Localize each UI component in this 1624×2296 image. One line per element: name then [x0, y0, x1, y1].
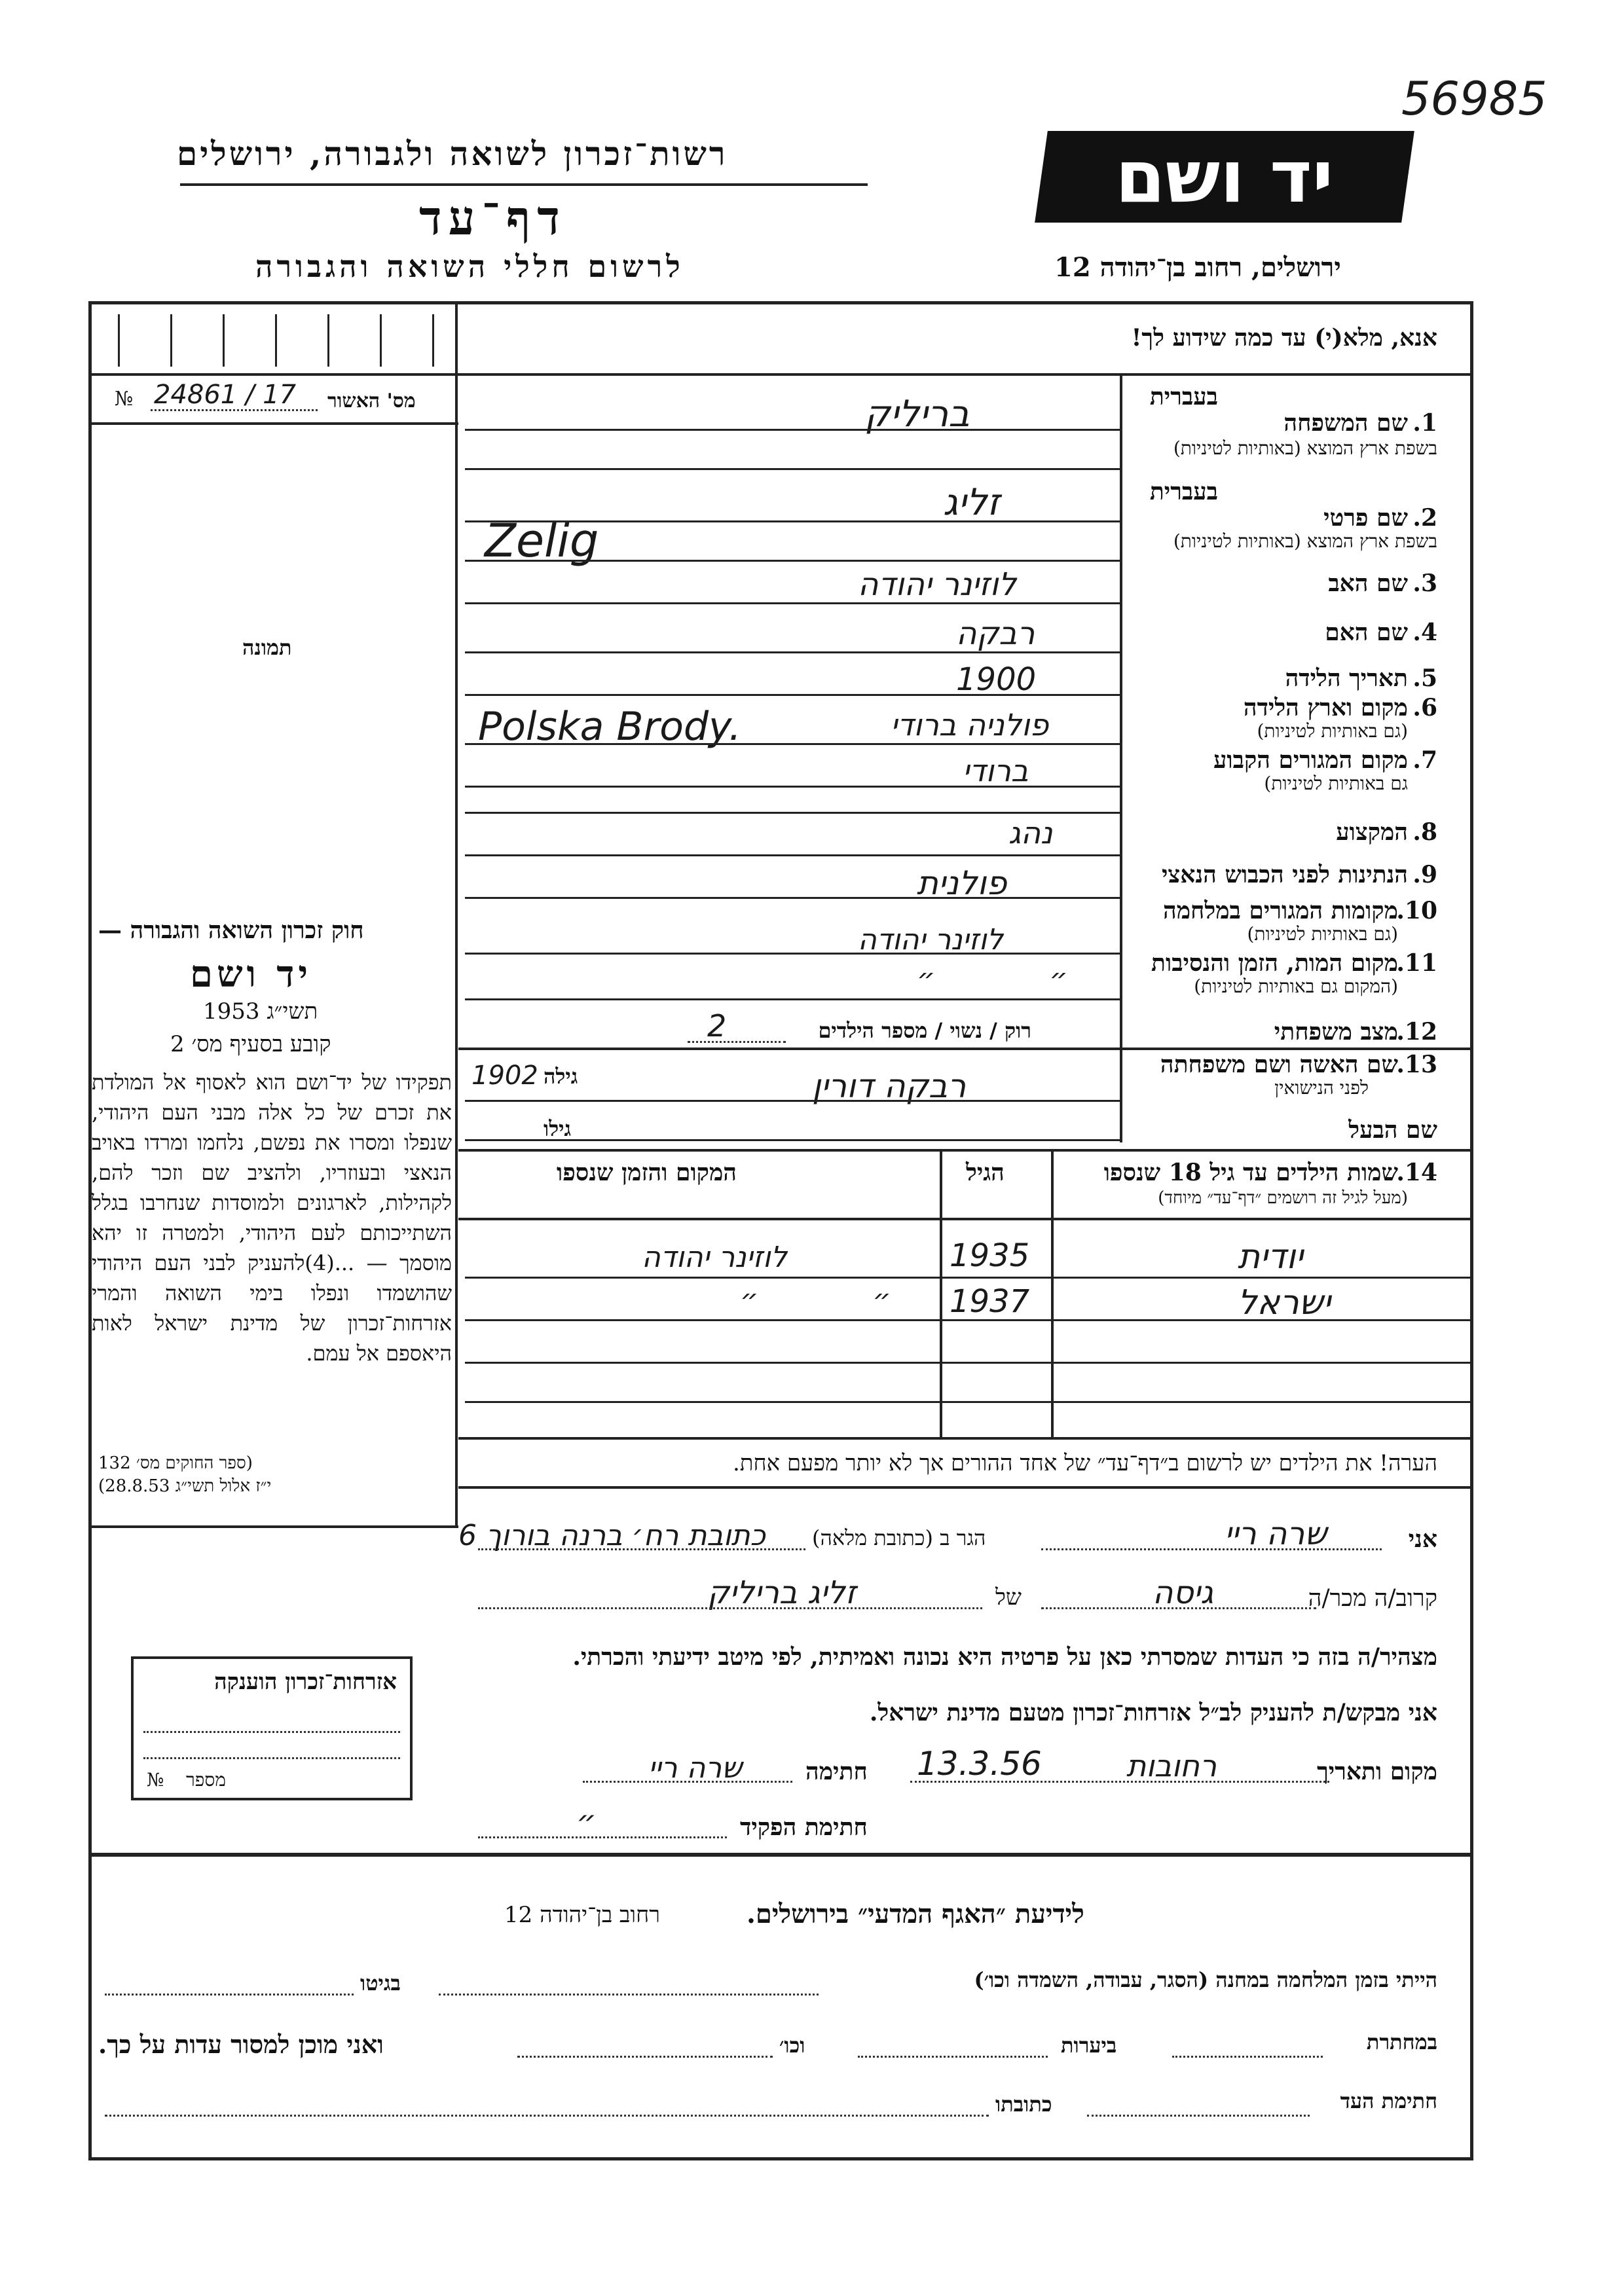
f7-line-2	[465, 812, 1120, 814]
f2-label: שם פרטי	[1323, 504, 1408, 532]
certificate-box	[131, 1656, 413, 1800]
footer-title: לידיעת ״האגף המדעי״ בירושלים.	[747, 1899, 1084, 1929]
decl-of-value[interactable]: זליג בריליק	[707, 1575, 857, 1611]
f9-line	[465, 897, 1120, 899]
f2-line-2	[465, 560, 1120, 562]
f5-value[interactable]: 1900	[956, 661, 1037, 698]
decl-i-value[interactable]: שרה ריי	[1225, 1516, 1327, 1552]
wife-age-value[interactable]: 1902	[471, 1061, 538, 1091]
f11-sub: (המקום גם באותיות לטיניות)	[1194, 975, 1398, 997]
authority-underline	[180, 183, 868, 186]
f10-sub: (גם באותיות לטיניות)	[1247, 923, 1398, 945]
decl-place-date-label: מקום ותאריך	[1317, 1758, 1437, 1785]
husband-age-label: גילו	[544, 1116, 572, 1141]
f6-label: מקום וארץ הלידה	[1243, 694, 1408, 721]
approval-no-value: 24861 / 17	[154, 380, 297, 410]
f6-line	[465, 743, 1120, 745]
f13-sub: לפני הנישואין	[1274, 1077, 1369, 1099]
f11-value[interactable]: ״ ״	[917, 962, 1120, 996]
f1-line-1	[465, 429, 1120, 431]
photo-label: תמונה	[242, 635, 292, 660]
f8-value[interactable]: נהג	[1008, 815, 1053, 850]
approval-number-field[interactable]	[115, 380, 318, 412]
decl-signature-label: חתימה	[805, 1758, 868, 1785]
f1-value-heb[interactable]: בריליק	[864, 393, 970, 435]
f5-line	[465, 694, 1120, 696]
footer-line2d: ואני מוכן למסור עדות על כך.	[98, 2030, 384, 2059]
law-ref-2: י״ז אלול תשי״ג 28.8.53)	[98, 1476, 272, 1496]
f10-value[interactable]: לוזינר יהודה	[858, 923, 1003, 957]
footer-line3b: כתובתו	[995, 2092, 1052, 2117]
children-bottom-line	[458, 1437, 1473, 1440]
f13-label: שם האשה ושם משפחתה	[1160, 1051, 1398, 1078]
f1-label: שם המשפחה	[1283, 409, 1408, 437]
footer-line1-dots	[439, 1994, 819, 1995]
child-1-place[interactable]: לוזינר יהודה	[642, 1241, 787, 1274]
children-header-place: המקום והזמן שנספו	[557, 1159, 737, 1186]
f12-bottom-line	[458, 1048, 1473, 1050]
f12-value[interactable]: 2	[707, 1008, 727, 1044]
f2-heb: בעברית	[1149, 478, 1218, 505]
footer-line3a-dots	[1087, 2115, 1310, 2117]
document-number: 56985	[1401, 72, 1547, 126]
f3-label: שם האב	[1328, 570, 1408, 597]
law-year: תשי״ג 1953	[203, 998, 318, 1025]
wife-age-label: גילה	[544, 1064, 578, 1089]
decl-request: אני מבקש/ת להעניק לב״ל אזרחות־זכרון מטעם מדינת ישראל.	[869, 1699, 1437, 1726]
f8-label: המקצוע	[1336, 818, 1408, 846]
f12-label: מצב משפחתי	[1274, 1018, 1398, 1046]
f4-value[interactable]: רבקה	[956, 615, 1035, 652]
decl-officer-label: חתימת הפקיד	[740, 1813, 868, 1841]
f12-opts: רוק / נשוי / מספר הילדים	[818, 1018, 1031, 1043]
husband-line	[465, 1139, 1120, 1141]
child-2-line	[465, 1319, 1473, 1321]
f11-label: מקום המות, הזמן והנסיבות	[1151, 949, 1398, 977]
law-bottom-line	[88, 1525, 458, 1528]
footer-line2c: וכו׳	[779, 2033, 805, 2058]
f4-line	[465, 651, 1120, 653]
f7-line-1	[465, 786, 1120, 788]
children-num: 14.	[1396, 1159, 1437, 1186]
code-boxes	[105, 314, 445, 367]
label-column-divider	[1120, 373, 1122, 1142]
instructions: אנא, מלא(י) עד כמה שידוע לך!	[1131, 324, 1437, 352]
f7-value[interactable]: ברודי	[963, 753, 1029, 788]
f7-label: מקום המגורים הקבוע	[1213, 746, 1408, 774]
decl-date-value[interactable]: 13.3.56	[917, 1745, 1042, 1783]
children-header-note: (מעל לגיל זה רושמים ״דף־עד״ מיוחד)	[1158, 1188, 1408, 1208]
child-1-line	[465, 1277, 1473, 1279]
approval-label: מס' האשור	[327, 390, 416, 412]
footer-line2b: ביערות	[1061, 2033, 1117, 2058]
footer-line1a: הייתי בזמן המלחמה במחנה (הסגר, עבודה, השמדה וכו׳)	[974, 1967, 1437, 1992]
decl-address-value[interactable]: כתובת רח׳ ברנה בורוך 6	[458, 1519, 766, 1552]
child-4-line	[465, 1401, 1473, 1403]
f1-num: 1.	[1412, 409, 1437, 437]
decl-address-dots	[478, 1548, 805, 1550]
f11-num: 11.	[1396, 949, 1437, 977]
child-2-place[interactable]: ״ ״	[740, 1283, 944, 1317]
f2-value-lat[interactable]: Zelig	[485, 514, 599, 568]
certificate-title: אזרחות־זכרון הוענקה	[214, 1669, 397, 1695]
decl-signature-dots	[583, 1781, 792, 1783]
f3-line	[465, 602, 1120, 604]
f13-num: 13.	[1396, 1051, 1437, 1078]
law-body: תפקידו של יד־ושם הוא לאסוף אל המולדת את זכרם של כל אלה מבני העם היהודי, שנפלו ומסרו את נפשם, נלחמו ומרדו באויב הנאצי ובעוזריו, ולהציב שם וזכר להם, לקהילות, לארגונים ולמוסדות שנחרבו בגלל השתייכותם לעם היהודי, ולמטרה זו יהא מוסמך — ...(4)להעניק לבני העם היהודי שהושמדו ונפלו בימי השואה והמרי אזרחות־זכרון של מדינת ישראל לאות היאספם אל עמם.	[92, 1070, 452, 1366]
child-2-age[interactable]: 1937	[950, 1283, 1030, 1320]
f5-num: 5.	[1412, 665, 1437, 692]
approval-no-prefix: №	[115, 388, 134, 410]
decl-relative-dots	[1041, 1607, 1316, 1609]
f8-line	[465, 854, 1120, 856]
f6-sub: (גם באותיות לטיניות)	[1257, 720, 1408, 742]
decl-i-dots	[1041, 1548, 1382, 1550]
f11-line	[465, 998, 1120, 1000]
children-header-name: שמות הילדים עד גיל 18 שנספו	[1103, 1159, 1398, 1186]
footer-top-line	[88, 1853, 1473, 1857]
child-1-name[interactable]: יודית	[1238, 1237, 1303, 1277]
child-3-line	[465, 1362, 1473, 1364]
logo-text: יד ושם	[1115, 135, 1334, 219]
f4-num: 4.	[1412, 619, 1437, 646]
f10-num: 10.	[1396, 897, 1437, 924]
certificate-number-prefix: №	[147, 1769, 164, 1791]
form-subtitle: לרשום חללי השואה והגבורה	[255, 249, 684, 284]
yad-vashem-logo	[1035, 131, 1414, 223]
decl-relative-label: קרוב/ה מכר/ה	[1308, 1585, 1437, 1612]
decl-of-label: של	[995, 1584, 1022, 1611]
f7-sub: גם באותיות לטיניות)	[1264, 773, 1408, 794]
footer-line1b: בגיטו	[360, 1971, 401, 1995]
decl-address-label: הגר ב (כתובת מלאה)	[812, 1525, 986, 1550]
f7-num: 7.	[1412, 746, 1437, 774]
law-name: יד ושם	[190, 953, 312, 996]
instructions-row-line	[88, 373, 1473, 376]
header-address: ירושלים, רחוב בן־יהודה 12	[1054, 252, 1341, 283]
children-header-line	[458, 1218, 1473, 1220]
children-col-1	[1051, 1149, 1054, 1437]
footer-line1b-dots	[105, 1994, 354, 1995]
f6-num: 6.	[1412, 694, 1437, 721]
law-section: קובע בסעיף מס׳ 2	[170, 1031, 331, 1057]
footer-address: רחוב בן־יהודה 12	[504, 1902, 660, 1928]
f5-label: תאריך הלידה	[1285, 665, 1408, 692]
child-2-name[interactable]: ישראל	[1238, 1283, 1331, 1322]
f3-num: 3.	[1412, 570, 1437, 597]
decl-relative-value[interactable]: גיסה	[1153, 1575, 1214, 1611]
decl-signature-value[interactable]: שרה ריי	[648, 1751, 743, 1785]
husband-label: שם הבעל	[1348, 1116, 1437, 1144]
note: הערה! את הילדים יש לרשום ב״דף־עד״ של אחד ההורים אך לא יותר מפעם אחת.	[732, 1450, 1437, 1476]
certificate-number-label: מספר	[186, 1769, 226, 1791]
note-bottom-line	[458, 1486, 1473, 1489]
f13-line	[465, 1100, 1120, 1102]
f1-line-2	[465, 468, 1120, 470]
footer-line3a: חתימת העד	[1340, 2088, 1437, 2113]
f1-heb: בעברית	[1149, 383, 1218, 410]
f12-dots	[688, 1041, 786, 1043]
decl-declare: מצהיר/ה בזה כי העדות שמסרתי כאן על פרטיה היא נכונה ואמיתית, לפי מיטב ידיעתי והכרתי.	[572, 1643, 1437, 1671]
decl-place-dots	[910, 1781, 1329, 1783]
left-column-divider	[455, 301, 458, 1525]
f6-value-lat[interactable]: Polska Brody.	[478, 704, 741, 750]
children-top-line	[458, 1149, 1473, 1152]
decl-i-label: אני	[1408, 1525, 1437, 1553]
f2-line-1	[465, 520, 1120, 522]
children-header-age: הגיל	[966, 1159, 1005, 1186]
f4-label: שם האם	[1325, 619, 1408, 646]
f8-num: 8.	[1412, 818, 1437, 846]
footer-line2a: במחתרת	[1366, 2030, 1437, 2054]
f9-label: הנתינות לפני הכבוש הנאצי	[1161, 861, 1408, 888]
law-ref-1: (ספר החוקים מס׳ 132	[98, 1453, 253, 1473]
decl-of-dots	[478, 1607, 982, 1609]
footer-line2a-dots	[1172, 2056, 1323, 2058]
f6-value-heb[interactable]: פולניה ברודי	[891, 707, 1049, 742]
footer-line2c-dots	[517, 2056, 773, 2058]
form-title: דף־עד	[419, 190, 566, 246]
f10-line	[465, 953, 1120, 955]
child-1-age[interactable]: 1935	[950, 1237, 1030, 1274]
f12-num: 12.	[1396, 1018, 1437, 1046]
authority-title: רשות־זכרון לשואה ולגבורה, ירושלים	[177, 134, 728, 173]
approval-row-line	[88, 422, 458, 425]
f2-value-heb[interactable]: זליג	[943, 481, 1000, 524]
f1-sub: בשפת ארץ המוצא (באותיות לטיניות)	[1173, 437, 1437, 459]
decl-officer-value[interactable]: ״	[576, 1804, 597, 1840]
f9-value[interactable]: פולנית	[917, 864, 1007, 902]
f2-num: 2.	[1412, 504, 1437, 532]
decl-place-value[interactable]: רחובות	[1126, 1748, 1217, 1783]
f10-label: מקומות המגורים במלחמה	[1163, 897, 1398, 924]
footer-line2b-dots	[858, 2056, 1048, 2058]
decl-officer-dots	[478, 1836, 727, 1838]
footer-line3b-dots	[105, 2115, 989, 2117]
f3-value[interactable]: לוזינר יהודה	[858, 566, 1017, 603]
law-title: חוק זכרון השואה והגבורה —	[98, 917, 364, 944]
f13-value[interactable]: רבקה דורין	[812, 1067, 967, 1105]
f9-num: 9.	[1412, 861, 1437, 888]
f2-sub: בשפת ארץ המוצא (באותיות לטיניות)	[1173, 530, 1437, 552]
